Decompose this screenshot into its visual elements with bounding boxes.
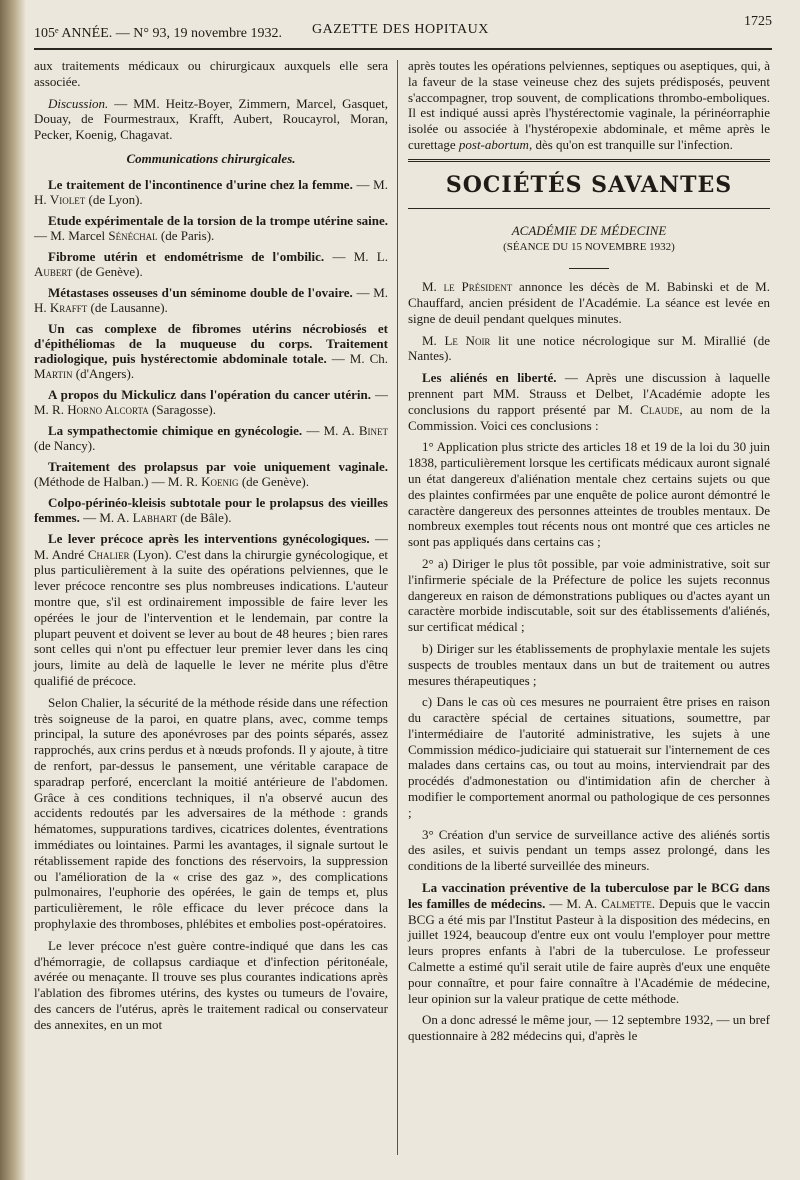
alienes-title: Les aliénés en liberté.: [422, 370, 557, 386]
right-column: [408, 58, 770, 1050]
bcg-paragraph: La vaccination préventive de la tuberculose par le BCG dans les familles de médecins. — M. A. Calmette. Depuis que le vaccin BCG a été mis par l'Institut Pasteur à la disposition des médecins, en juillet 1924, beaucoup d'entre eux ont voulu l'employer pour mettre leurs propres enfants à l'abri de la tuberculose. Le professeur Calmette a estimé qu'il serait utile de faire auprès d'eux une enquête pour connaître, et pour faire connaître à l'Académie de médecine, leur opinion sur la valeur pratique de cette méthode.: [408, 880, 770, 1006]
communication-item: Traitement des prolapsus par voie uniquement vaginale. (Méthode de Halban.) — M. R. Koenig (de Genève).: [34, 458, 388, 489]
session-rule: [569, 268, 609, 269]
communication-item: Fibrome utérin et endométrisme de l'ombilic. — M. L. Aubert (de Genève).: [34, 248, 388, 279]
session-date: (SÉANCE DU 15 NOVEMBRE 1932): [503, 241, 675, 254]
communication-item: Etude expérimentale de la torsion de la trompe utérine saine. — M. Marcel Sénéchal (de Paris).: [34, 212, 388, 243]
body-paragraph: On a donc adressé le même jour, — 12 septembre 1932, — un bref questionnaire à 282 médecins qui, d'après le: [408, 1012, 770, 1044]
communication-item: A propos du Mickulicz dans l'opération du cancer utérin. — M. R. Horno Alcorta (Saragosse).: [34, 386, 388, 417]
bcg-title: La vaccination préventive de la tuberculose par le BCG dans les familles de médecins.: [408, 880, 770, 911]
banner-rule-top: [408, 159, 770, 162]
journal-title: GAZETTE DES HOPITAUX: [312, 22, 489, 37]
communication-item: Métastases osseuses d'un séminome double de l'ovaire. — M. H. Krafft (de Lausanne).: [34, 284, 389, 315]
communications-list: [34, 177, 388, 525]
page-spine-shadow: [0, 0, 26, 1180]
conclusion-item: 2° a) Diriger le plus tôt possible, par voie administrative, soit sur l'infirmerie spéciale de la Préfecture de police les sujets reconnus dangereux en raison de démonstrations publiques ou d'actes ayant un caractère morbide indiscutable, soit sur des établissements d'aliénés, sur certificat médical ;: [408, 555, 770, 635]
page-header: [34, 14, 772, 44]
lever-title: Le lever précoce après les interventions gynécologiques.: [48, 530, 370, 546]
section-title: Communications chirurgicales.: [126, 150, 296, 166]
announcement-paragraph: M. le Président annonce les décès de M. Babinski et de M. Chauffard, ancien président de l'Académie. La séance est levée en signe de deuil pendant quelques minutes.: [408, 279, 770, 326]
column-divider: [397, 60, 398, 1155]
communication-item: Colpo-périnéo-kleisis subtotale pour le prolapsus des vieilles femmes. — M. A. Labhart (de Bâle).: [34, 494, 388, 525]
header-rule: [34, 48, 772, 50]
conclusion-item: b) Diriger sur les établissements de prophylaxie mentale les sujets suspects de troubles mentaux dans un but de traitement ou autres mesures thérapeutiques ;: [408, 640, 770, 688]
intro-paragraph: aux traitements médicaux ou chirurgicaux auxquels elle sera associée.: [34, 58, 388, 89]
issue-info: 105ᵉ ANNÉE. — N° 93, 19 novembre 1932.: [34, 26, 282, 41]
body-paragraph: Selon Chalier, la sécurité de la méthode réside dans une réfection très soigneuse de la paroi, en quatre plans, avec, comme temps principal, la suture des aponévroses par des points séparés, assez rapprochés, aux crins perdus et à nœuds profonds. Il y ajoute, à titre de renfort, par-dessus le pansement, une véritable carapace de sparadrap perforé, encerclant la moitié antérieure de l'abdomen. Grâce à ces conditions techniques, il n'a observé aucun des accidents redoutés par les adversaires de la méthode : grands hématomes, suppurations tardives, cicatrices dolentes, éventrations immédiates ou lointaines. Parmi les avantages, il signale surtout le rétablissement rapide des fonctions des réservoirs, la suppression ou l'amélioration de la « crise des gaz », des complications pulmonaires, l'euphorie des opérées, le gain de temps et, plus particulièrement, le rôle efficace du lever précoce dans la prophylaxie des thromboses, phlébites et embolies post-opératoires.: [34, 694, 388, 931]
discussion-text: — MM. Heitz-Boyer, Zimmern, Marcel, Gasquet, Douay, de Fourmestraux, Krafft, Aubert, Roucayrol, Moran, Pecker, Koenig, Chagavat.: [34, 95, 388, 143]
continuation-paragraph: après toutes les opérations pelviennes, septiques ou aseptiques, qui, à la faveur de la stase veineuse chez des sujets prédisposés, peuvent s'accompagner, trop souvent, de complications thrombo-emboliques. Il est indiqué aussi après l'hystérectomie vaginale, la périnéorraphie isolée ou associée à l'hystéropexie abdominale, et même après le curettage post-abortum, dès qu'on est tranquille sur l'infection.: [408, 58, 770, 152]
communication-item: La sympathectomie chimique en gynécologie. — M. A. Binet (de Nancy).: [34, 422, 388, 453]
academy-title: ACADÉMIE DE MÉDECINE: [511, 222, 667, 238]
discussion-label: Discussion.: [48, 95, 109, 111]
banner-rule-bottom: [408, 208, 770, 209]
body-paragraph: Le lever précoce n'est guère contre-indiqué que dans les cas d'hémorragie, de collapsus cardiaque et d'infection péritonéale, avérée ou menaçante. Il trouve ses plus courantes indications après l'ablation des fibromes utérins, des kystes ou tumeurs de l'ovaire, des cancers de l'utérus, après le traitement radical ou conservateur des annexites, en un mot: [34, 937, 388, 1032]
lever-precoce-paragraph: Le lever précoce après les interventions gynécologiques. — M. André Chalier (Lyon). C'est dans la chirurgie gynécologique, et plus particulièrement à la suite des opérations pelviennes, que le lever précoce rencontre ses plus nombreuses indications. L'auteur montre que, s'il est ordinairement impossible de faire lever les opérées le jour de l'intervention et le lendemain, par contre la plupart peuvent et doivent se lever au bout de 48 heures ; bien rares sont celles qui n'ont pu effectuer leur premier lever dans les cinq jours, limite au delà de laquelle le lever ne mérite plus d'être qualifié de précoce.: [34, 530, 389, 688]
lever-author: Chalier: [87, 546, 130, 562]
page-number: 1725: [744, 14, 772, 29]
conclusion-item: 3° Création d'un service de surveillance active des aliénés sortis des asiles, et suivis pendant un temps assez prolongé, dans les conditions de la liberté surveillée des mineurs.: [408, 826, 770, 874]
discussion-paragraph: [34, 96, 388, 143]
communication-item: Un cas complexe de fibromes utérins nécrobiosés et d'épithéliomas de la muqueuse du corps. Traitement radiologique, puis hystérectomie abdominale totale. — M. Ch. Martin (d'Angers).: [34, 320, 388, 381]
conclusion-item: 1° Application plus stricte des articles 18 et 19 de la loi du 30 juin 1838, particulièrement lorsque les certificats médicaux auront signalé un état dangereux d'aliénation mentale chez certains sujets ou que des plaintes confirmées par une enquête de police auront démontré le caractère dangereux des personnes atteintes de troubles mentaux. De nombreux exemples tout récents nous ont montré que ces articles ne sont pas appliqués dans certains cas ;: [408, 439, 770, 550]
left-column: [34, 58, 388, 1038]
section-banner: SOCIÉTÉS SAVANTES: [445, 171, 733, 198]
communication-item: Le traitement de l'incontinence d'urine chez la femme. — M. H. Violet (de Lyon).: [34, 176, 388, 207]
alienes-paragraph: Les aliénés en liberté. — Après une discussion à laquelle prennent part MM. Strauss et Delbet, l'Académie adopte les conclusions du rapport présenté par M. Claude, au nom de la Commission. Voici ces conclusions :: [408, 370, 770, 433]
conclusion-item: c) Dans le cas où ces mesures ne pourraient être prises en raison du caractère spécial de certaines situations, soumettre, par l'intermédiaire de l'autorité administrative, les sujets à une Commission médico-judiciaire qui statuerait sur l'internement de ces malades dans certains cas, ou tout au moins, interviendrait par des procédés d'admonestation ou d'intimidation afin de chercher à modifier le comportement anormal ou pathologique de ces personnes ;: [408, 694, 770, 820]
obituary-paragraph: M. Le Noir lit une notice nécrologique sur M. Mirallié (de Nantes).: [408, 332, 771, 364]
